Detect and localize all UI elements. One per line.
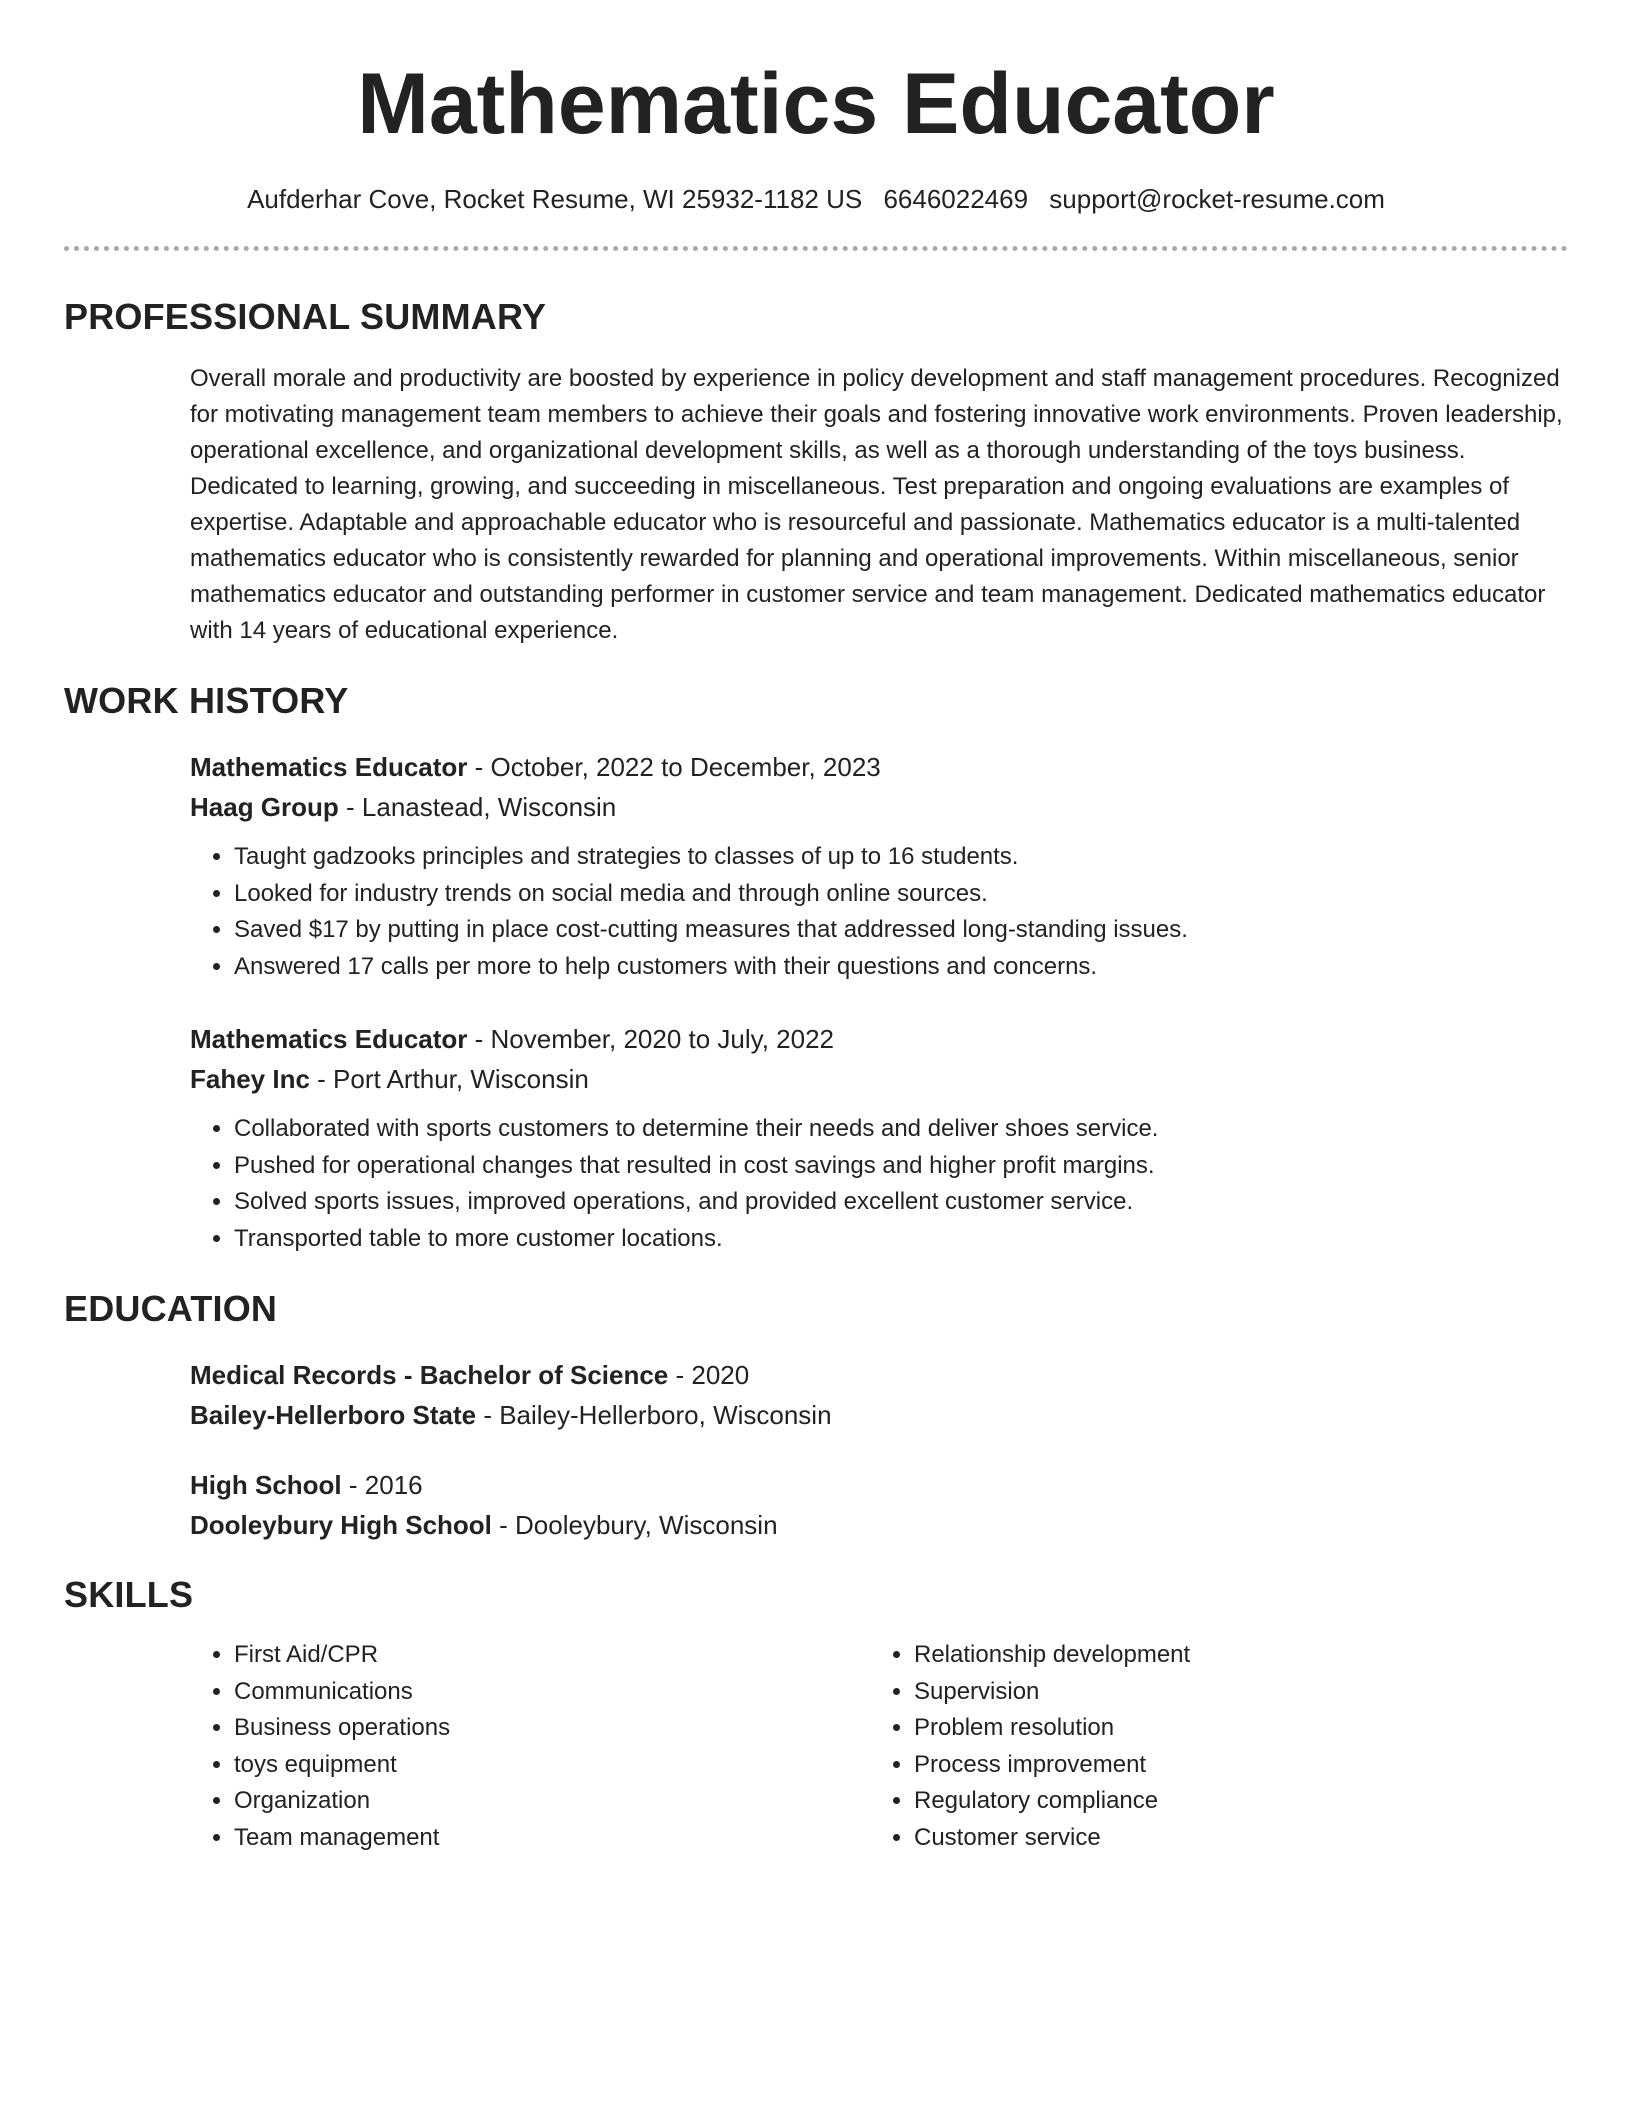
job-title-line: [190, 747, 1568, 787]
job-bullet: • Looked for industry trends on social media and through online sources.: [234, 876, 1568, 913]
job-bullets: [190, 839, 1568, 985]
education-entry: [64, 1355, 1568, 1435]
skill-item: • Team management: [234, 1820, 870, 1857]
job-location: - Lanastead, Wisconsin: [338, 792, 617, 822]
education-school: Dooleybury High School: [190, 1510, 492, 1540]
skill-item: • Relationship development: [914, 1637, 1550, 1674]
job-title-line: [190, 1019, 1568, 1059]
skill-item: • Organization: [234, 1783, 870, 1820]
job-entry: [64, 747, 1568, 985]
education-entry: [64, 1465, 1568, 1545]
job-bullet: • Saved $17 by putting in place cost-cutting measures that addressed long-standing issues.: [234, 912, 1568, 949]
job-entry: [64, 1019, 1568, 1257]
skill-item: • Process improvement: [914, 1747, 1550, 1784]
education-location: - Bailey-Hellerboro, Wisconsin: [476, 1400, 832, 1430]
skill-item: • First Aid/CPR: [234, 1637, 870, 1674]
job-bullet: • Taught gadzooks principles and strategies to classes of up to 16 students.: [234, 839, 1568, 876]
education-degree: Medical Records - Bachelor of Science: [190, 1360, 669, 1390]
job-role: Mathematics Educator: [190, 752, 468, 782]
job-company: Fahey Inc: [190, 1064, 310, 1094]
skills-grid: [64, 1637, 1568, 1856]
job-location: - Port Arthur, Wisconsin: [309, 1064, 589, 1094]
contact-email: support@rocket-resume.com: [1049, 184, 1385, 214]
candidate-name: Mathematics Educator: [357, 56, 1275, 152]
job-company-line: [190, 787, 1568, 827]
header-divider: [64, 246, 1568, 251]
job-bullet: • Collaborated with sports customers to determine their needs and deliver shoes service.: [234, 1111, 1568, 1148]
education-year: - 2016: [341, 1470, 423, 1500]
skill-item: • Problem resolution: [914, 1710, 1550, 1747]
education-school: Bailey-Hellerboro State: [190, 1400, 477, 1430]
job-bullet: • Transported table to more customer locations.: [234, 1221, 1568, 1258]
work-history-heading: WORK HISTORY: [64, 680, 349, 721]
education-school-line: [190, 1505, 1568, 1545]
education-degree-line: [190, 1355, 1568, 1395]
education-degree-line: [190, 1465, 1568, 1505]
skills-column-right: [870, 1637, 1550, 1856]
job-company-line: [190, 1059, 1568, 1099]
job-bullet: • Solved sports issues, improved operations, and provided excellent customer service.: [234, 1184, 1568, 1221]
contact-address: Aufderhar Cove, Rocket Resume, WI 25932-1182 US: [247, 184, 863, 214]
education-school-line: [190, 1395, 1568, 1435]
job-bullet: • Answered 17 calls per more to help customers with their questions and concerns.: [234, 949, 1568, 986]
job-dates: - November, 2020 to July, 2022: [467, 1024, 835, 1054]
education-year: - 2020: [668, 1360, 750, 1390]
education-degree: High School: [190, 1470, 342, 1500]
skill-item: • Business operations: [234, 1710, 870, 1747]
education-location: - Dooleybury, Wisconsin: [491, 1510, 778, 1540]
job-bullet: • Pushed for operational changes that resulted in cost savings and higher profit margins.: [234, 1148, 1568, 1185]
contact-phone: 6646022469: [883, 184, 1029, 214]
job-bullets: [190, 1111, 1568, 1257]
skill-item: • Customer service: [914, 1820, 1550, 1857]
skill-item: • Supervision: [914, 1674, 1550, 1711]
skill-item: • Regulatory compliance: [914, 1783, 1550, 1820]
skills-heading: SKILLS: [64, 1574, 194, 1615]
job-role: Mathematics Educator: [190, 1024, 468, 1054]
skill-item: • Communications: [234, 1674, 870, 1711]
education-heading: EDUCATION: [64, 1288, 278, 1329]
job-dates: - October, 2022 to December, 2023: [467, 752, 881, 782]
summary-text: Overall morale and productivity are boosted by experience in policy development and staff management procedures. Recognized for motivating management team members to achieve their goals and fostering innovative work environments. Proven leadership, operational excellence, and organizational development skills, as well as a thorough understanding of the toys business. Dedicated to learning, growing, and succeeding in miscellaneous. Test preparation and ongoing evaluations are examples of expertise. Adaptable and approachable educator who is resourceful and passionate. Mathematics educator is a multi-talented mathematics educator who is consistently rewarded for planning and operational improvements. Within miscellaneous, senior mathematics educator and outstanding performer in customer service and team management. Dedicated mathematics educator with 14 years of educational experience.: [190, 365, 1563, 644]
job-company: Haag Group: [190, 792, 339, 822]
summary-heading: PROFESSIONAL SUMMARY: [64, 296, 547, 337]
skills-column-left: [190, 1637, 870, 1856]
skill-item: • toys equipment: [234, 1747, 870, 1784]
contact-line: [64, 182, 1568, 216]
